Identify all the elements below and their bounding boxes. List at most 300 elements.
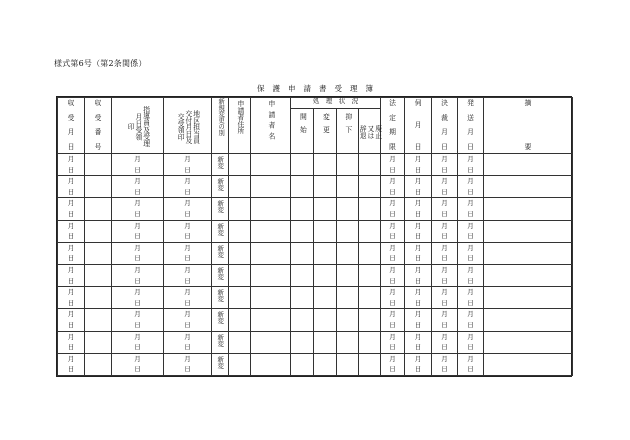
table-cell — [432, 154, 458, 176]
month-label: 月 — [414, 265, 422, 274]
header-column-text: 地区担当員 — [191, 109, 200, 144]
table-cell — [85, 353, 112, 375]
date-cell — [112, 354, 163, 375]
table-cell — [164, 309, 212, 331]
table-cell — [251, 176, 291, 198]
table-row — [58, 264, 573, 286]
header-legal-deadline — [381, 98, 405, 154]
table-cell — [212, 242, 229, 264]
table-cell — [458, 198, 484, 220]
day-label: 日 — [414, 187, 422, 196]
day-label: 日 — [467, 276, 474, 285]
table-cell — [229, 198, 251, 220]
table-cell — [112, 198, 164, 220]
table-cell — [85, 309, 112, 331]
table-cell — [251, 264, 291, 286]
month-label: 月 — [441, 354, 448, 363]
table-cell — [484, 353, 573, 375]
date-cell — [112, 176, 163, 197]
table-cell — [251, 353, 291, 375]
day-label: 日 — [134, 187, 141, 196]
month-label: 月 — [414, 155, 422, 163]
table-row — [58, 309, 573, 331]
month-label: 月 — [67, 288, 75, 297]
header-decision — [432, 98, 458, 154]
header-area-officer — [164, 98, 212, 154]
month-label: 月 — [134, 199, 141, 208]
table-cell — [458, 242, 484, 264]
header-char: 月 — [467, 128, 474, 137]
new-change-label: 新変 — [216, 178, 225, 192]
header-send — [458, 98, 484, 154]
table-row — [58, 220, 573, 242]
table-cell — [251, 154, 291, 176]
date-cell — [405, 243, 431, 264]
day-label: 日 — [184, 210, 191, 219]
day-label: 日 — [134, 365, 141, 374]
header-column-text: 辞退 — [358, 125, 367, 139]
header-char: 日 — [67, 143, 75, 152]
date-cell — [405, 287, 431, 308]
header-char: 収 — [67, 99, 75, 107]
day-label: 日 — [414, 321, 422, 329]
table-cell — [432, 331, 458, 353]
table-cell — [484, 154, 573, 176]
table-cell — [164, 287, 212, 309]
table-cell — [405, 242, 432, 264]
header-char: 号 — [94, 143, 102, 152]
day-label: 日 — [441, 187, 448, 196]
header-column-text: 月日受領 — [133, 112, 142, 141]
month-label: 月 — [184, 310, 191, 319]
header-status-start: 開始 — [291, 109, 314, 154]
table-cell — [58, 309, 85, 331]
day-label: 日 — [389, 165, 396, 174]
date-cell — [432, 309, 457, 330]
table-cell — [251, 220, 291, 242]
day-label: 日 — [441, 365, 448, 374]
new-change-label: 新変 — [216, 355, 225, 369]
day-label: 日 — [389, 343, 396, 352]
month-label: 月 — [467, 177, 474, 186]
table-cell — [164, 220, 212, 242]
date-cell — [458, 332, 483, 353]
month-label: 月 — [184, 155, 191, 163]
table-cell — [337, 154, 359, 176]
month-label: 月 — [389, 155, 396, 163]
month-label: 月 — [389, 265, 396, 274]
table-cell — [85, 331, 112, 353]
month-label: 月 — [134, 221, 141, 230]
table-cell — [314, 331, 337, 353]
month-label: 月 — [134, 310, 141, 319]
table-cell — [291, 154, 314, 176]
month-label: 月 — [67, 243, 75, 252]
table-cell — [85, 220, 112, 242]
table-cell — [432, 242, 458, 264]
table-cell — [458, 287, 484, 309]
header-char: 日 — [414, 143, 422, 152]
month-label: 月 — [389, 332, 396, 341]
month-label: 月 — [389, 243, 396, 252]
day-label: 日 — [389, 254, 396, 263]
day-label: 日 — [414, 165, 422, 174]
day-label: 日 — [184, 365, 191, 374]
table-cell — [229, 220, 251, 242]
day-label: 日 — [467, 298, 474, 307]
header-receipt-date — [58, 98, 85, 154]
table-cell — [337, 287, 359, 309]
table-cell — [112, 353, 164, 375]
date-cell — [112, 154, 163, 175]
day-label: 日 — [184, 298, 191, 307]
table-cell — [458, 264, 484, 286]
table-cell — [381, 220, 405, 242]
table-cell — [164, 176, 212, 198]
table-cell — [381, 264, 405, 286]
header-status-abolish — [359, 109, 381, 154]
title-char: 簿 — [365, 84, 373, 93]
date-cell — [458, 265, 483, 286]
table-cell — [164, 242, 212, 264]
table-row — [58, 331, 573, 353]
table-cell — [291, 331, 314, 353]
date-cell — [58, 198, 84, 219]
table-cell — [58, 264, 85, 286]
date-cell — [58, 354, 84, 375]
header-char: 発 — [467, 99, 474, 107]
month-label: 月 — [67, 332, 75, 341]
month-label: 月 — [441, 265, 448, 274]
table-cell — [484, 287, 573, 309]
title-char: 書 — [319, 84, 327, 93]
table-cell — [432, 353, 458, 375]
table-cell — [291, 220, 314, 242]
day-label: 日 — [134, 254, 141, 263]
date-cell — [164, 332, 211, 353]
date-cell — [458, 354, 483, 375]
table-cell — [291, 287, 314, 309]
table-cell — [251, 198, 291, 220]
date-cell — [381, 265, 404, 286]
table-cell — [58, 176, 85, 198]
title-char: 理 — [350, 84, 358, 93]
header-column-text: 又は — [365, 125, 374, 139]
date-cell — [164, 287, 211, 308]
table-cell — [85, 264, 112, 286]
day-label: 日 — [441, 298, 448, 307]
table-cell — [112, 309, 164, 331]
date-cell — [164, 221, 211, 242]
table-cell — [291, 353, 314, 375]
month-label: 月 — [414, 332, 422, 341]
month-label: 月 — [184, 265, 191, 274]
table-cell — [85, 176, 112, 198]
day-label: 日 — [67, 254, 75, 263]
date-cell — [381, 287, 404, 308]
table-cell — [432, 198, 458, 220]
date-cell — [458, 309, 483, 330]
day-label: 日 — [67, 321, 75, 329]
header-column-text: 交受領印 — [176, 112, 185, 141]
header-inquiry — [405, 98, 432, 154]
header-applicant-name: 申請者名 — [251, 98, 291, 154]
table-cell — [229, 287, 251, 309]
day-label: 日 — [467, 165, 474, 174]
table-cell — [291, 309, 314, 331]
table-cell — [85, 154, 112, 176]
day-label: 日 — [67, 343, 75, 352]
table-cell — [337, 220, 359, 242]
table-cell — [251, 331, 291, 353]
month-label: 月 — [134, 243, 141, 252]
table-cell — [381, 331, 405, 353]
table-cell — [405, 220, 432, 242]
month-label: 月 — [441, 288, 448, 297]
table-cell — [314, 198, 337, 220]
new-change-label: 新変 — [216, 200, 225, 214]
date-cell — [58, 176, 84, 197]
table-cell — [229, 176, 251, 198]
table-cell — [58, 242, 85, 264]
day-label: 日 — [414, 276, 422, 285]
month-label: 月 — [389, 354, 396, 363]
date-cell — [164, 198, 211, 219]
table-cell — [381, 198, 405, 220]
header-column-text: 廃止 — [373, 125, 382, 139]
table-cell — [458, 353, 484, 375]
table-cell — [484, 198, 573, 220]
table-cell — [458, 309, 484, 331]
month-label: 月 — [134, 354, 141, 363]
table-cell — [229, 154, 251, 176]
month-label: 月 — [184, 354, 191, 363]
header-char: 番 — [94, 128, 102, 137]
table-cell — [359, 220, 381, 242]
month-label: 月 — [441, 155, 448, 163]
date-cell — [112, 243, 163, 264]
month-label: 月 — [441, 177, 448, 186]
table-cell — [314, 287, 337, 309]
table-row — [58, 353, 573, 375]
date-cell — [432, 265, 457, 286]
header-status-change: 変更 — [314, 109, 337, 154]
table-cell — [359, 309, 381, 331]
date-cell — [432, 243, 457, 264]
month-label: 月 — [184, 243, 191, 252]
header-guidance-officer — [112, 98, 164, 154]
date-cell — [112, 309, 163, 330]
day-label: 日 — [67, 276, 75, 285]
table-cell — [212, 331, 229, 353]
header-remarks: 摘 要 — [484, 98, 573, 154]
month-label: 月 — [67, 177, 75, 186]
date-cell — [112, 332, 163, 353]
table-cell — [337, 309, 359, 331]
day-label: 日 — [441, 210, 448, 219]
date-cell — [381, 154, 404, 175]
month-label: 月 — [414, 243, 422, 252]
day-label: 日 — [134, 210, 141, 219]
day-label: 日 — [134, 232, 141, 241]
date-cell — [381, 176, 404, 197]
table-cell — [484, 331, 573, 353]
month-label: 月 — [184, 177, 191, 186]
table-cell — [212, 154, 229, 176]
header-status-reject: 抑下 — [337, 109, 359, 154]
date-cell — [432, 176, 457, 197]
table-cell — [484, 176, 573, 198]
new-change-label: 新変 — [216, 289, 225, 303]
table-cell — [314, 220, 337, 242]
table-cell — [337, 198, 359, 220]
table-cell — [484, 309, 573, 331]
day-label: 日 — [467, 210, 474, 219]
header-char: 期 — [389, 128, 396, 137]
table-cell — [291, 198, 314, 220]
date-cell — [381, 221, 404, 242]
table-cell — [458, 220, 484, 242]
table-cell — [381, 287, 405, 309]
month-label: 月 — [389, 177, 396, 186]
date-cell — [58, 154, 84, 175]
table-cell — [359, 242, 381, 264]
table-cell — [212, 264, 229, 286]
date-cell — [405, 176, 431, 197]
table-cell — [314, 309, 337, 331]
date-cell — [405, 332, 431, 353]
new-change-label: 新変 — [216, 333, 225, 347]
month-label: 月 — [467, 155, 474, 163]
table-cell — [337, 176, 359, 198]
day-label: 日 — [67, 298, 75, 307]
table-cell — [229, 309, 251, 331]
header-char: 受 — [67, 113, 75, 122]
month-label: 月 — [134, 265, 141, 274]
new-change-label: 新変 — [216, 156, 225, 169]
month-label: 月 — [67, 199, 75, 208]
table-cell — [164, 331, 212, 353]
header-char: 決 — [441, 99, 448, 107]
day-label: 日 — [414, 298, 422, 307]
table-cell — [164, 353, 212, 375]
header-applicant-address: 申請者住所 — [229, 98, 251, 154]
date-cell — [58, 221, 84, 242]
date-cell — [405, 154, 431, 175]
month-label: 月 — [441, 310, 448, 319]
day-label: 日 — [184, 343, 191, 352]
month-label: 月 — [441, 332, 448, 341]
month-label: 月 — [389, 288, 396, 297]
table-cell — [405, 264, 432, 286]
day-label: 日 — [467, 321, 474, 329]
table-row — [58, 287, 573, 309]
month-label: 月 — [134, 288, 141, 297]
month-label: 月 — [67, 354, 75, 363]
date-cell — [112, 265, 163, 286]
table-cell — [85, 198, 112, 220]
table-cell — [314, 242, 337, 264]
table-cell — [484, 220, 573, 242]
date-cell — [112, 287, 163, 308]
date-cell — [405, 309, 431, 330]
month-label: 月 — [467, 221, 474, 230]
table-cell — [112, 220, 164, 242]
table-cell — [432, 264, 458, 286]
month-label: 月 — [467, 354, 474, 363]
table-row — [58, 198, 573, 220]
day-label: 日 — [467, 343, 474, 352]
date-cell — [164, 154, 211, 175]
new-change-label: 新変 — [216, 244, 225, 258]
table-cell — [381, 242, 405, 264]
header-char: 送 — [467, 113, 474, 122]
month-label: 月 — [67, 310, 75, 319]
ledger-table — [56, 96, 572, 377]
table-cell — [164, 198, 212, 220]
date-cell — [58, 332, 84, 353]
table-cell — [164, 154, 212, 176]
table-cell — [432, 287, 458, 309]
day-label: 日 — [134, 298, 141, 307]
month-label: 月 — [389, 221, 396, 230]
date-cell — [164, 309, 211, 330]
table-cell — [251, 309, 291, 331]
date-cell — [405, 221, 431, 242]
month-label: 月 — [414, 310, 422, 319]
table-cell — [359, 264, 381, 286]
table-cell — [212, 353, 229, 375]
date-cell — [381, 243, 404, 264]
title-char: 請 — [303, 84, 311, 93]
day-label: 日 — [184, 254, 191, 263]
table-cell — [212, 309, 229, 331]
day-label: 日 — [389, 298, 396, 307]
header-processing-status: 処 理 状 況 — [291, 98, 381, 109]
table-cell — [314, 176, 337, 198]
header-char: 伺 — [414, 99, 422, 107]
table-cell — [314, 154, 337, 176]
day-label: 日 — [184, 276, 191, 285]
date-cell — [405, 354, 431, 375]
month-label: 月 — [441, 199, 448, 208]
day-label: 日 — [389, 210, 396, 219]
table-cell — [381, 176, 405, 198]
header-new-change: 新規変更の別 — [212, 98, 229, 154]
date-cell — [458, 198, 483, 219]
day-label: 日 — [134, 165, 141, 174]
day-label: 日 — [467, 187, 474, 196]
header-char: 裁 — [441, 113, 448, 122]
month-label: 月 — [467, 288, 474, 297]
day-label: 日 — [184, 165, 191, 174]
header-char: 収 — [94, 99, 102, 107]
month-label: 月 — [134, 177, 141, 186]
day-label: 日 — [134, 343, 141, 352]
date-cell — [58, 287, 84, 308]
month-label: 月 — [134, 155, 141, 163]
table-cell — [458, 176, 484, 198]
table-cell — [359, 176, 381, 198]
header-char: 日 — [441, 143, 448, 152]
day-label: 日 — [441, 254, 448, 263]
date-cell — [381, 354, 404, 375]
month-label: 月 — [184, 221, 191, 230]
day-label: 日 — [414, 254, 422, 263]
table-cell — [251, 242, 291, 264]
date-cell — [432, 354, 457, 375]
day-label: 日 — [441, 343, 448, 352]
